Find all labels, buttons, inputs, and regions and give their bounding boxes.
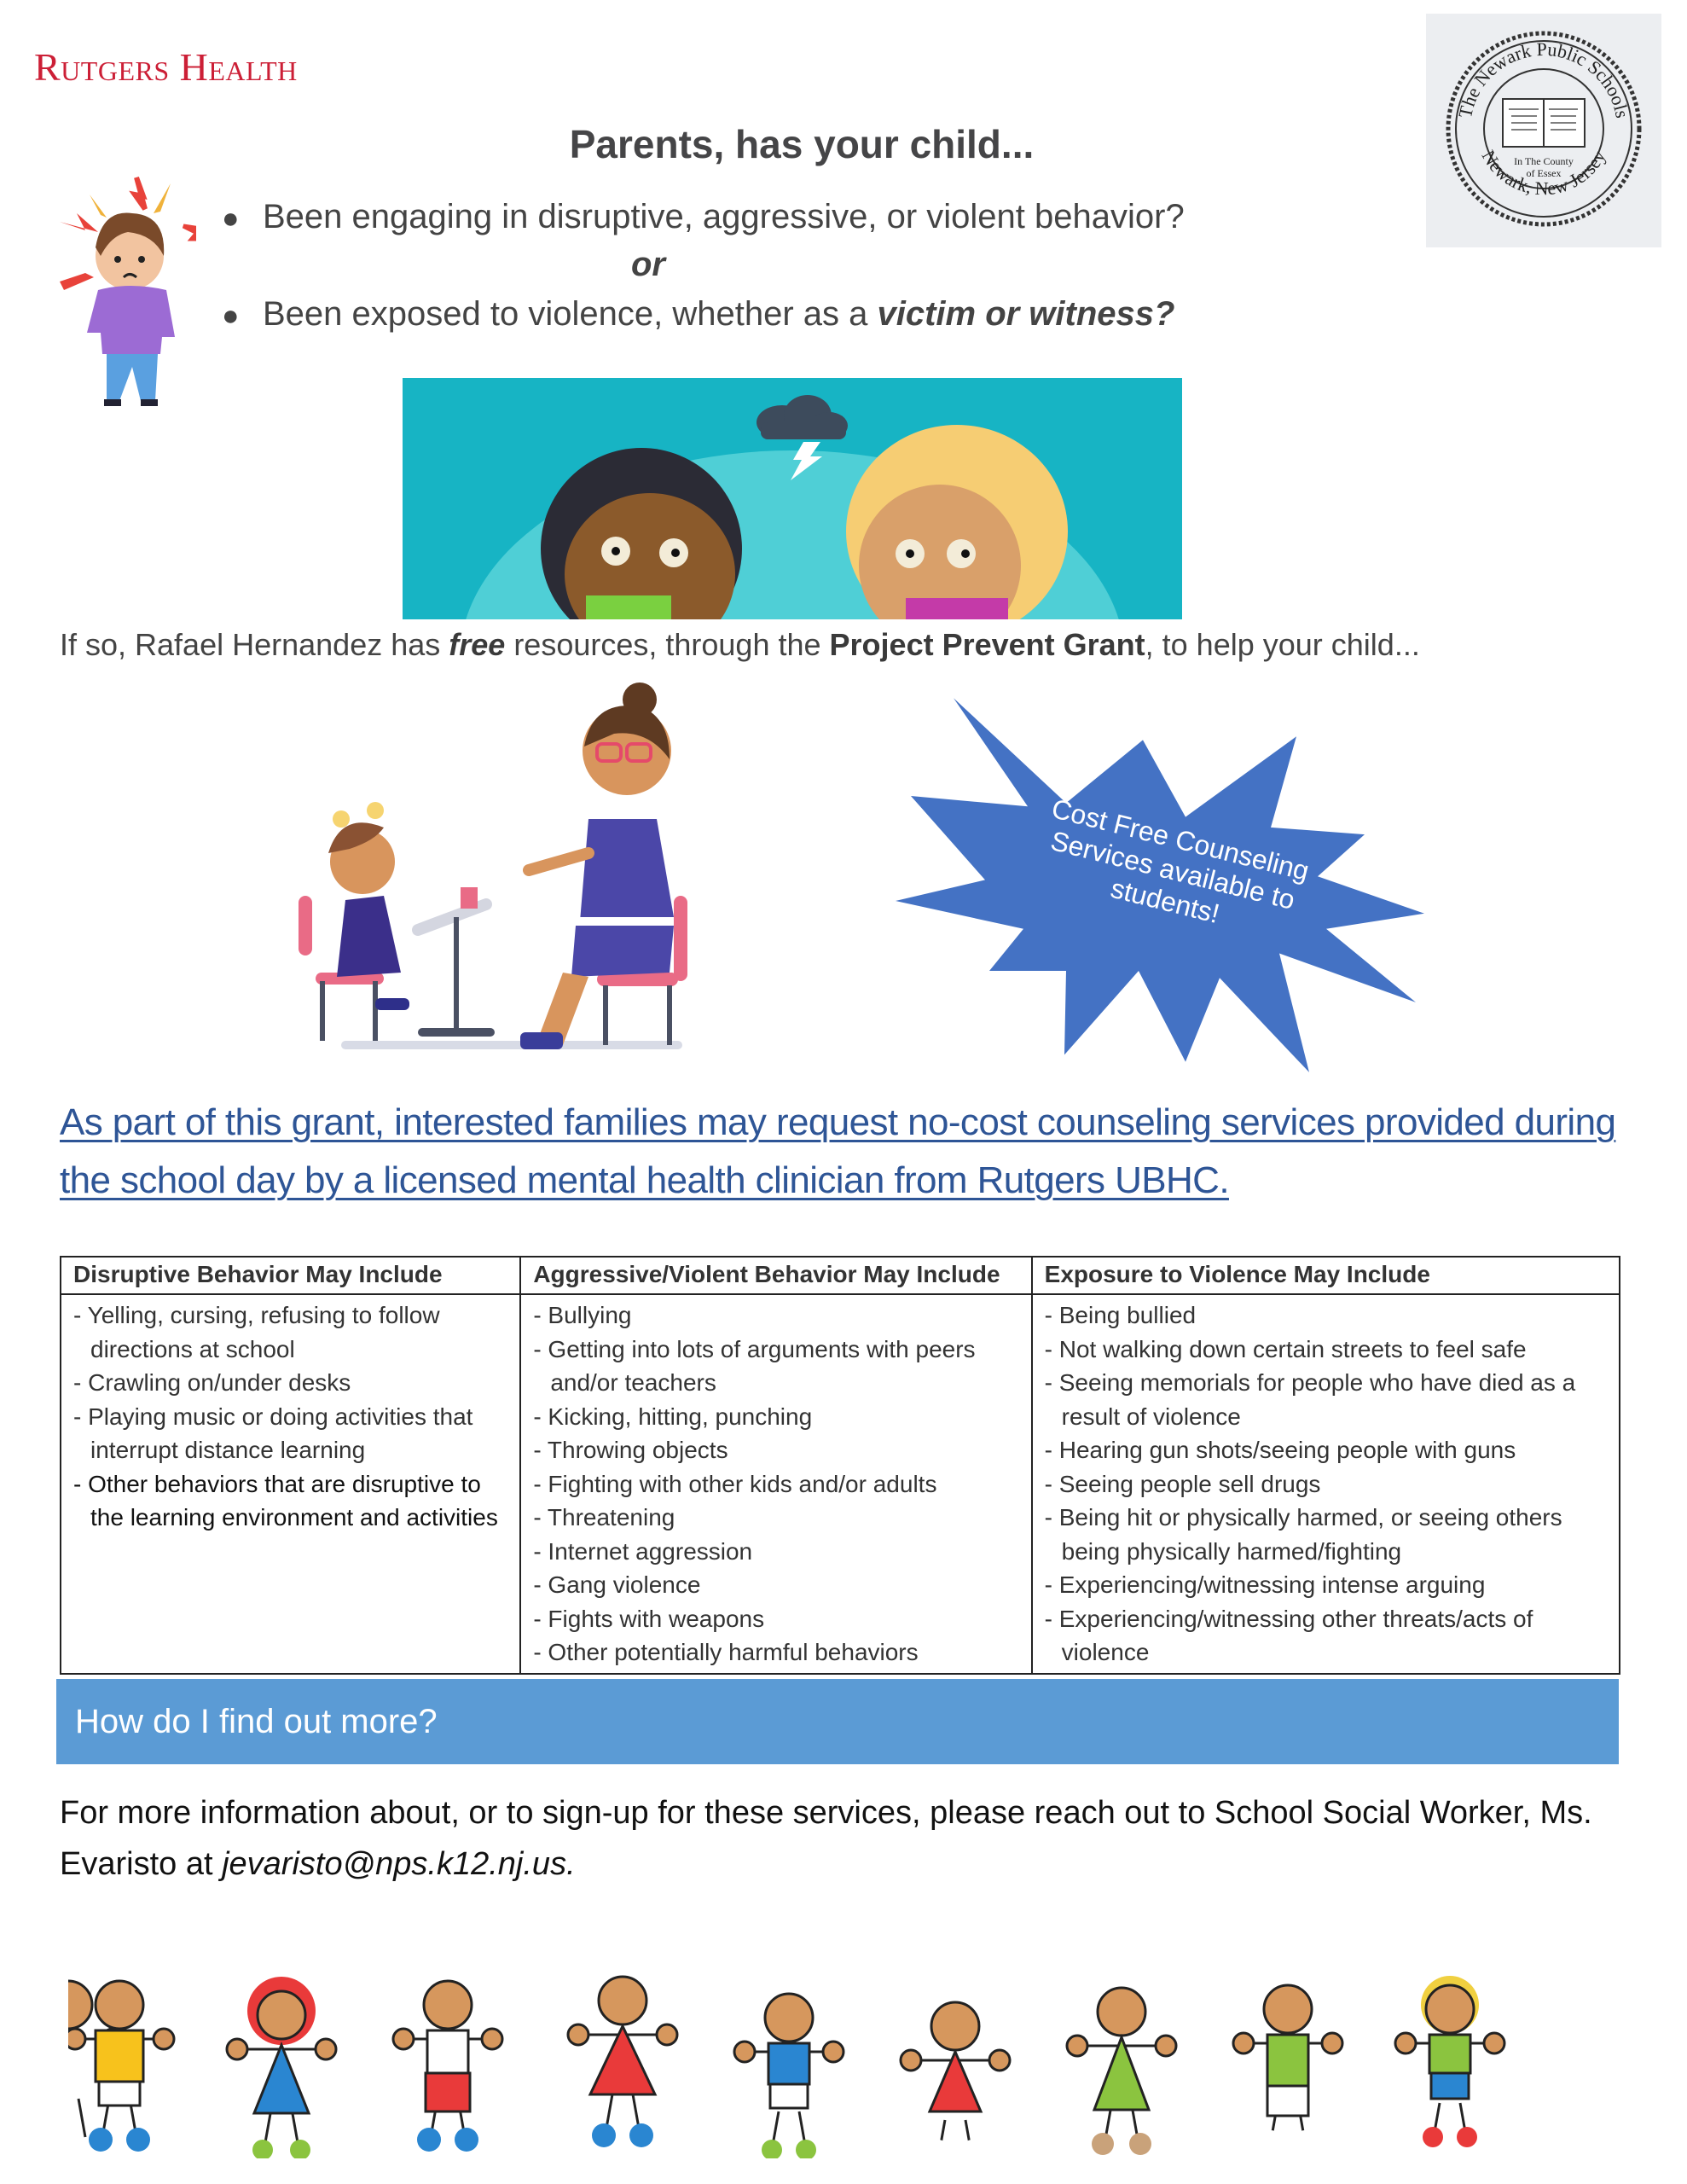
question-item: ● Been exposed to violence, whether as a victim or witness? bbox=[222, 295, 1175, 333]
list-item: - Bullying bbox=[533, 1302, 632, 1328]
exposure-list bbox=[1032, 1294, 1620, 1674]
bullet-icon: ● bbox=[222, 299, 240, 332]
question-list bbox=[222, 198, 1416, 343]
list-item: - Kicking, hitting, punching bbox=[533, 1403, 813, 1430]
svg-text:The Newark Public Schools: The Newark Public Schools bbox=[1453, 38, 1633, 120]
list-item: - Seeing memorials for people who have died as a result of violence bbox=[1044, 1369, 1576, 1430]
find-out-more-heading: How do I find out more? bbox=[56, 1679, 1619, 1764]
svg-text:of Essex: of Essex bbox=[1526, 167, 1562, 179]
list-item: - Threatening bbox=[533, 1504, 675, 1531]
list-item: - Internet aggression bbox=[533, 1537, 753, 1565]
angry-boy-illustration bbox=[26, 162, 196, 410]
list-item: - Experiencing/witnessing other threats/acts of violence bbox=[1044, 1605, 1533, 1665]
aggressive-list bbox=[520, 1294, 1031, 1674]
rutgers-health-logo: Rutgers Health bbox=[34, 45, 298, 89]
list-item: - Fighting with other kids and/or adults bbox=[533, 1470, 937, 1497]
disruptive-list bbox=[61, 1294, 520, 1674]
list-item: - Other behaviors that are disruptive to the learning environment and activities bbox=[73, 1470, 498, 1531]
behavior-table bbox=[60, 1256, 1620, 1675]
svg-text:In The County: In The County bbox=[1514, 155, 1574, 167]
grant-statement: As part of this grant, interested families may request no-cost counseling services provided during the school day by a licensed mental health clinician from Rutgers UBHC. bbox=[60, 1101, 1616, 1201]
table-row bbox=[61, 1294, 1620, 1674]
svg-text:Newark, New Jersey: Newark, New Jersey bbox=[1477, 146, 1610, 200]
list-item: - Fights with weapons bbox=[533, 1605, 765, 1632]
list-item: - Crawling on/under desks bbox=[73, 1369, 351, 1396]
list-item: - Experiencing/witnessing intense arguing bbox=[1044, 1571, 1486, 1598]
list-item: - Not walking down certain streets to feel safe bbox=[1044, 1335, 1527, 1362]
list-item: - Being bullied bbox=[1044, 1302, 1197, 1328]
list-item: - Playing music or doing activities that interrupt distance learning bbox=[73, 1403, 473, 1463]
list-item: - Yelling, cursing, refusing to follow directions at school bbox=[73, 1302, 440, 1362]
bullet-icon: ● bbox=[222, 202, 240, 235]
list-item: - Hearing gun shots/seeing people with guns bbox=[1044, 1437, 1516, 1463]
list-item: - Gang violence bbox=[533, 1571, 701, 1598]
header-exposure: Exposure to Violence May Include bbox=[1032, 1257, 1620, 1294]
happy-kids-illustration bbox=[68, 1954, 1603, 2158]
or-separator: or bbox=[631, 246, 665, 283]
list-item: - Other potentially harmful behaviors bbox=[533, 1639, 919, 1665]
table-header-row bbox=[61, 1257, 1620, 1294]
contact-info: For more information about, or to sign-up for these services, please reach out to School Social Worker, Ms. Evaristo at jevaristo@nps.k12.nj.us. bbox=[60, 1795, 1592, 1882]
header-disruptive: Disruptive Behavior May Include bbox=[61, 1257, 520, 1294]
intro-text: If so, Rafael Hernandez has free resources, through the Project Prevent Grant, to help your child... bbox=[60, 627, 1420, 662]
list-item: - Being hit or physically harmed, or seeing others being physically harmed/fighting bbox=[1044, 1504, 1562, 1565]
list-item: - Getting into lots of arguments with peers and/or teachers bbox=[533, 1335, 976, 1396]
worried-kids-illustration bbox=[403, 378, 1182, 619]
list-item: - Throwing objects bbox=[533, 1437, 728, 1463]
page-title: Parents, has your child... bbox=[569, 122, 1035, 166]
question-item: ● Been engaging in disruptive, aggressive, or violent behavior? bbox=[222, 198, 1185, 235]
counselor-with-child-illustration bbox=[281, 682, 776, 1058]
starburst-text: Cost Free Counseling Services available to students! bbox=[1047, 793, 1313, 930]
list-item: - Seeing people sell drugs bbox=[1044, 1470, 1321, 1497]
header-aggressive: Aggressive/Violent Behavior May Include bbox=[520, 1257, 1031, 1294]
email-link[interactable]: jevaristo@nps.k12.nj.us. bbox=[222, 1846, 576, 1882]
